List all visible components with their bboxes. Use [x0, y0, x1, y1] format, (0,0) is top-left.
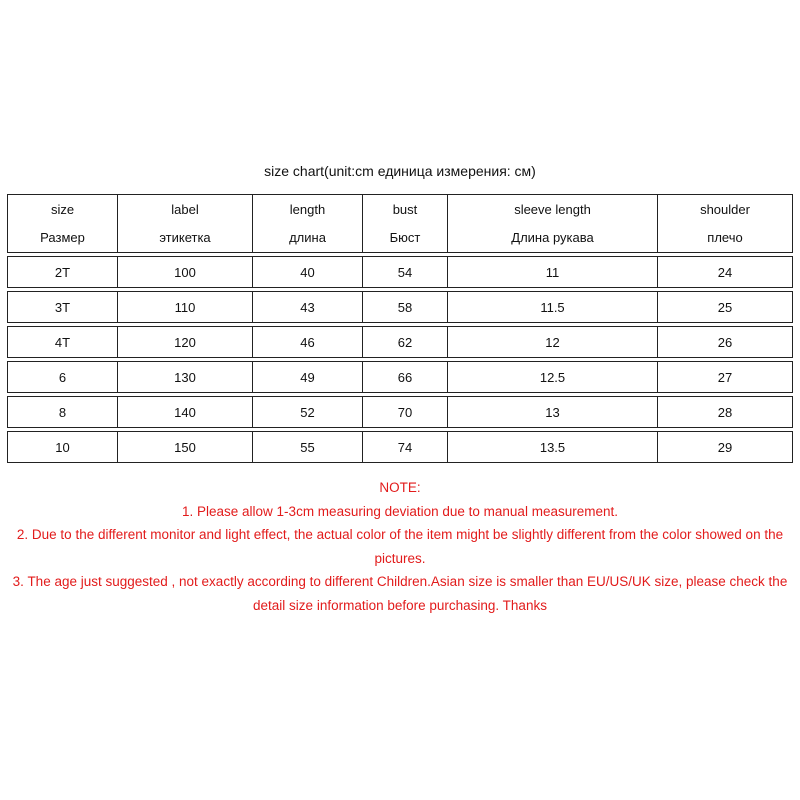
- note-heading: NOTE:: [379, 480, 421, 495]
- header-ru: плечо: [707, 229, 743, 245]
- table-cell: 4T: [7, 326, 117, 358]
- table-cell: 52: [252, 396, 362, 428]
- table-cell: 70: [362, 396, 447, 428]
- table-cell: 140: [117, 396, 252, 428]
- table-cell: 24: [657, 256, 793, 288]
- table-cell: 11: [447, 256, 657, 288]
- header-ru: этикетка: [159, 229, 211, 245]
- header-en: shoulder: [700, 201, 750, 217]
- table-cell: 10: [7, 431, 117, 463]
- table-row: [7, 431, 793, 463]
- table-cell: 12: [447, 326, 657, 358]
- table-cell: 120: [117, 326, 252, 358]
- table-cell: 2T: [7, 256, 117, 288]
- header-cell-label: [117, 194, 252, 253]
- table-row: [7, 256, 793, 288]
- table-cell: 40: [252, 256, 362, 288]
- table-cell: 150: [117, 431, 252, 463]
- table-cell: 43: [252, 291, 362, 323]
- table-cell: 27: [657, 361, 793, 393]
- header-en: label: [171, 201, 199, 217]
- table-cell: 66: [362, 361, 447, 393]
- header-en: size: [50, 201, 75, 217]
- table-cell: 54: [362, 256, 447, 288]
- table-cell: 58: [362, 291, 447, 323]
- table-cell: 28: [657, 396, 793, 428]
- header-ru: длина: [289, 229, 326, 245]
- header-en: bust: [392, 201, 418, 217]
- header-cell-bust: [362, 194, 447, 253]
- table-cell: 3T: [7, 291, 117, 323]
- table-cell: 25: [657, 291, 793, 323]
- chart-title: size chart(unit:cm единица измерения: см): [264, 163, 536, 179]
- table-row: [7, 326, 793, 358]
- table-cell: 26: [657, 326, 793, 358]
- table-row: [7, 396, 793, 428]
- table-cell: 29: [657, 431, 793, 463]
- header-cell-size: [7, 194, 117, 253]
- header-row: [7, 194, 793, 253]
- table-cell: 74: [362, 431, 447, 463]
- note-2: 2. Due to the different monitor and light effect, the actual color of the item might be slightly different from the color showed on the pictures.: [16, 527, 784, 566]
- table-row: [7, 291, 793, 323]
- header-ru: Размер: [40, 229, 85, 245]
- size-chart-table: [7, 191, 793, 466]
- note-1: 1. Please allow 1-3cm measuring deviation due to manual measurement.: [182, 503, 618, 519]
- header-en: length: [289, 201, 326, 217]
- note-3: 3. The age just suggested , not exactly according to different Children.Asian size is smaller than EU/US/UK size, please check the detail size information before purchasing. Thanks: [12, 574, 788, 613]
- table-cell: 130: [117, 361, 252, 393]
- table-cell: 11.5: [447, 291, 657, 323]
- header-cell-sleeve-length: [447, 194, 657, 253]
- table-cell: 55: [252, 431, 362, 463]
- table-cell: 46: [252, 326, 362, 358]
- header-en: sleeve length: [514, 201, 591, 217]
- header-ru: Длина рукава: [511, 229, 594, 245]
- table-cell: 62: [362, 326, 447, 358]
- notes-section: [0, 476, 800, 617]
- header-cell-length: [252, 194, 362, 253]
- header-ru: Бюст: [389, 229, 421, 245]
- table-cell: 100: [117, 256, 252, 288]
- table-cell: 6: [7, 361, 117, 393]
- header-cell-shoulder: [657, 194, 793, 253]
- table-cell: 49: [252, 361, 362, 393]
- table-cell: 13: [447, 396, 657, 428]
- table-row: [7, 361, 793, 393]
- table-cell: 8: [7, 396, 117, 428]
- table-cell: 12.5: [447, 361, 657, 393]
- table-cell: 13.5: [447, 431, 657, 463]
- table-cell: 110: [117, 291, 252, 323]
